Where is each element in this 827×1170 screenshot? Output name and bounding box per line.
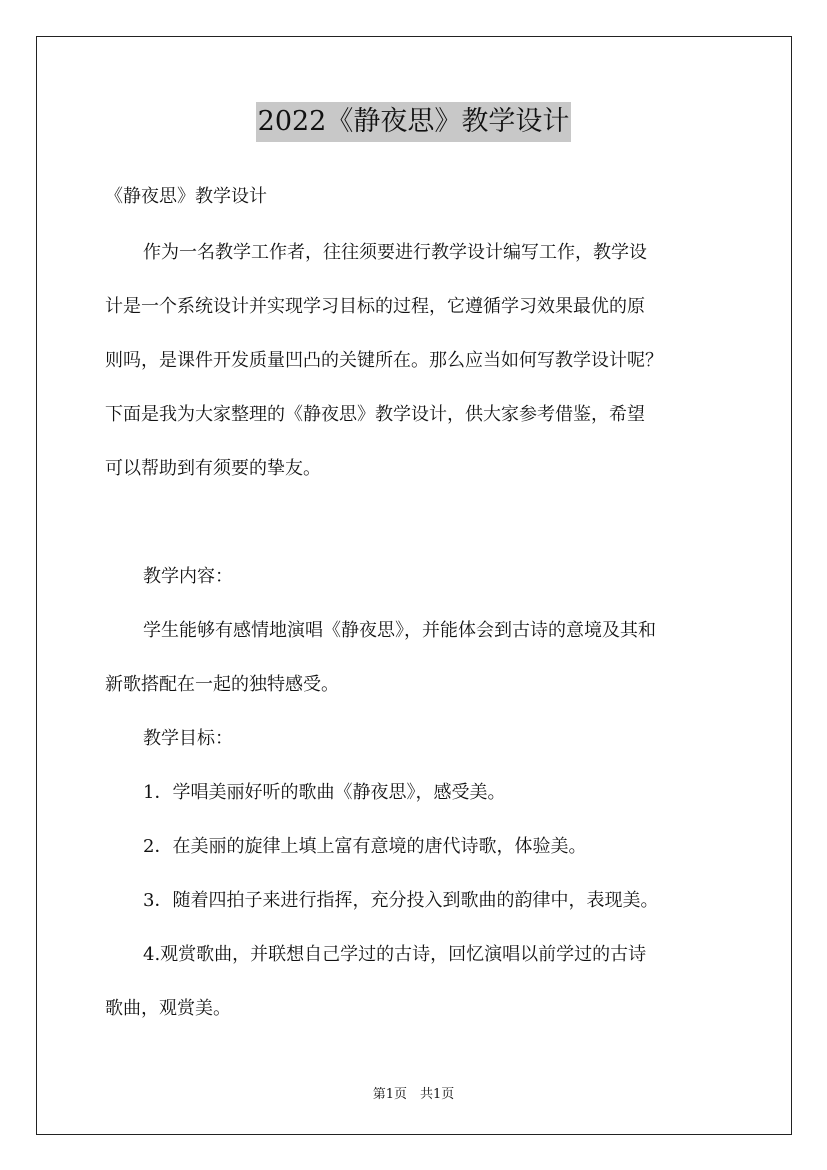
intro-line-2: 计是一个系统设计并实现学习目标的过程，它遵循学习效果最优的原 <box>105 296 645 317</box>
intro-line-5: 可以帮助到有须要的挚友。 <box>105 458 321 479</box>
content-line-1: 学生能够有感情地演唱《静夜思》，并能体会到古诗的意境及其和 <box>143 620 656 641</box>
goal-item-4: 4.观赏歌曲，并联想自己学过的古诗，回忆演唱以前学过的古诗 <box>143 944 647 965</box>
subtitle: 《静夜思》教学设计 <box>105 186 267 207</box>
intro-line-4: 下面是我为大家整理的《静夜思》教学设计，供大家参考借鉴，希望 <box>105 404 645 425</box>
intro-line-3: 则吗，是课件开发质量凹凸的关键所在。那么应当如何写教学设计呢？ <box>105 350 663 371</box>
goal-item-2: 2．在美丽的旋律上填上富有意境的唐代诗歌，体验美。 <box>143 836 587 857</box>
goals-heading: 教学目标： <box>143 728 233 749</box>
goal-item-3: 3．随着四拍子来进行指挥，充分投入到歌曲的韵律中，表现美。 <box>143 890 659 911</box>
goal-item-4-cont: 歌曲，观赏美。 <box>105 998 231 1019</box>
intro-line-1: 作为一名教学工作者，往往须要进行教学设计编写工作，教学设 <box>143 242 647 263</box>
document-title: 2022《静夜思》教学设计 <box>256 102 572 142</box>
title-container <box>0 102 827 142</box>
content-heading: 教学内容： <box>143 566 233 587</box>
content-line-2: 新歌搭配在一起的独特感受。 <box>105 674 339 695</box>
page-footer: 第1页 共1页 <box>372 1087 455 1102</box>
goal-item-1: 1．学唱美丽好听的歌曲《静夜思》，感受美。 <box>143 782 506 803</box>
